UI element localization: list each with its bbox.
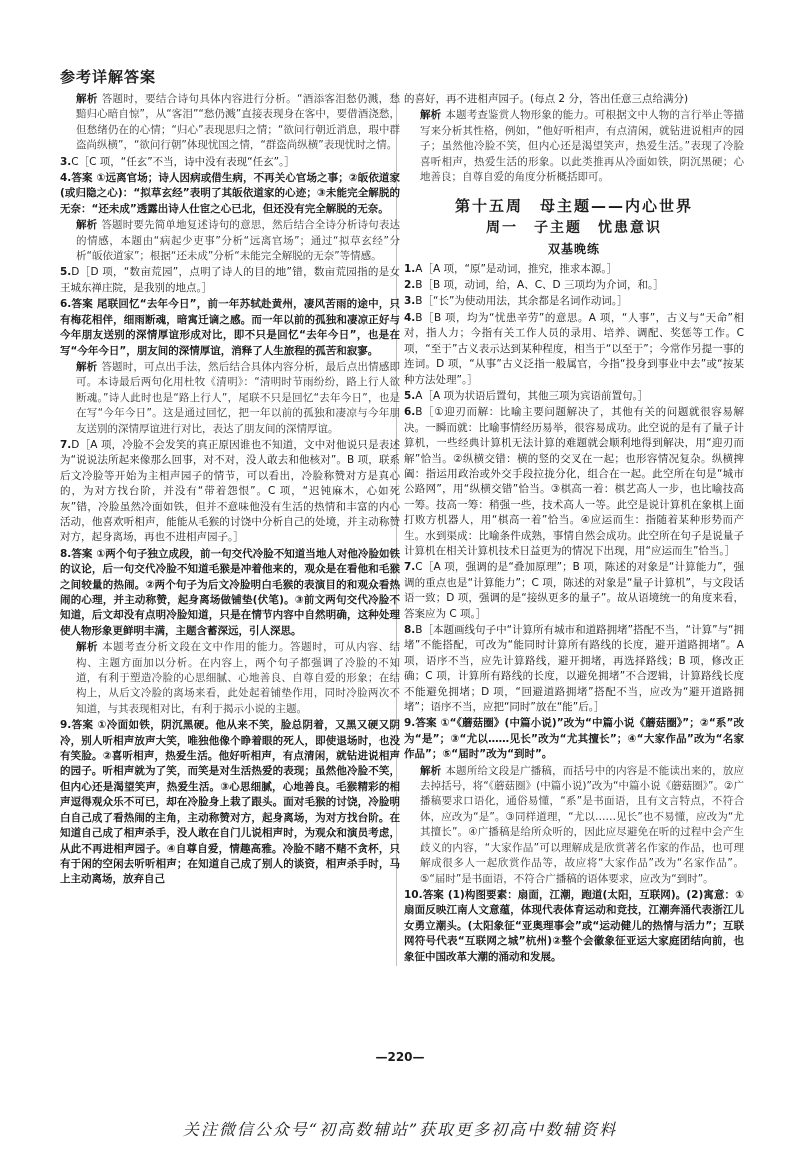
answer-item [60, 438, 400, 546]
item-number: 7. [60, 438, 72, 451]
item-number: 10. [404, 888, 423, 901]
item-text: 答题时，要结合诗句具体内容进行分析。“酒添客泪愁仍溅，愁黯归心暗自惊”，从“客泪”“愁仍溅”直接表现身在客中，要借酒浇愁，但愁绪仍在的心情；“归心”表现思归之情；“欲问行朝近消息，瑕中群盗尚纵横”，“欲问行朝”体现忧国之情，“群盗尚纵横”表现忧时之情。 [76, 93, 400, 152]
analysis-label: 解析 [76, 219, 98, 232]
answer-label: 答案 [415, 717, 437, 730]
page-title: 参考详解答案 [60, 68, 157, 86]
item-text: ①冷面如铁，阴沉黑硬。他从来不笑，脸总阴着，又黑又硬又阴冷，别人听相声放声大笑，唯独他像个睁着眼的死人，即使退场时，也没有笑脸。②喜听相声，热爱生活。他好听相声，有点清闲，就钻进说相声的园子。听相声就为了笑，而笑是对生活热爱的表现；虽然他冷脸不笑，但内心还是渴望笑声，热爱生活。③心思细腻，心地善良。毛猴精彩的相声逗得观众乐不可已，却在冷脸身上栽了跟头。面对毛猴的讨饶，冷脸明白自己成了看热闹的主角，主动称赞对方，起身离场，为对方找台阶。在知道自己成了相声杀手，没人敢在自门儿说相声时，为观众和演员考虑，从此不再进相声园子。④自尊自爱，情趣高雅。冷脸不睹不赌不贪杯，只有于闲的空闲去听听相声；在知道自己成了别人的谈资，相声杀手时，马上主动离场，放弃自己 [60, 719, 401, 886]
answer-item [60, 171, 400, 217]
item-text: 的喜好，再不进相声园子。(每点 2 分，答出任意三点给满分) [404, 93, 689, 105]
item-number: 9. [404, 717, 416, 730]
answer-item [404, 560, 744, 622]
item-text: ①“《蘑菇圈》(中篇小说)”改为“中篇小说《蘑菇圈》”；②“系”改为“是”；③“尤以……见长”改为“尤其擅长”；④“大家作品”改为“名家作品”；⑤“届时”改为“到时”。 [404, 717, 744, 761]
item-number: 4. [404, 311, 416, 324]
answer-label: 答案 [71, 719, 94, 732]
item-number: 8. [60, 547, 72, 560]
answer-item [404, 716, 744, 762]
section-heading: 第十五周 母主题——内心世界 [454, 197, 693, 216]
practice-heading: 双基晚练 [547, 242, 600, 257]
answer-item [404, 623, 744, 715]
item-text: B［本题画线句子中“计算所有城市和道路拥堵”搭配不当，“计算”与“拥堵”不能搭配，可改为“能同时计算所有路线的长度，避开道路拥堵”。A 项，语序不当，应先计算路线，避开拥堵，再选择路线；B 项，修改正确；C 项，计算所有路线的长度，以避免拥堵”不合逻辑，计算路线长度不能避免拥堵；D 项，“回避道路拥堵”搭配不当，应改为“避开道路拥堵”；语序不当，应把“同时”放在“能”后。］ [404, 624, 744, 714]
answer-label: 答案 [71, 547, 93, 560]
answer-item [404, 262, 744, 277]
answer-item [60, 718, 400, 887]
item-text: ①两个句子独立成段，前一句交代冷脸不知道当地人对他冷脸如铁的议论，后一句交代冷脸不知道毛猴是冲着他来的，观众是在看他和毛猴之间较量的热闹。②两个句子为后文冷脸明白毛猴的表演目的和观众看热闹的心理，并主动称赞，起身离场做铺垫(伏笔)。③前文两句交代冷脸不知道，后文却没有点明冷脸知道，只是在情节内容中自然明确，这种处理使人物形象更鲜明丰满，主题含蓄深远，引人深思。 [60, 547, 401, 637]
footer-note: 关注微信公众号“初高数辅站”获取更多初高中数辅资料 [182, 1120, 618, 1139]
answer-item [404, 294, 744, 309]
item-number: 6. [404, 406, 416, 419]
right-column [404, 92, 744, 966]
left-column [60, 92, 400, 889]
answer-item [404, 405, 744, 559]
item-text: B［B 项，均为“忧患辛劳”的意思。A 项，“人事”，古义与“天命”相对，指人力；今指有关工作人员的录用、培养、调配、奖惩等工作。C 项，“至于”古义表示达到某种程度，相当于“以至于”；今常作另提一事的连词。D 项，“从事”古义泛指一般属官，今指“投身到事业中去”或“按某种方法处理”。］ [404, 311, 744, 386]
item-number: 7. [404, 561, 416, 574]
item-number: 6. [60, 298, 72, 311]
item-text: A［A 项，“原”是动词，推究，推求本源。］ [415, 262, 618, 275]
item-number: 9. [60, 719, 72, 732]
subsection-heading: 周一 子主题 忧患意识 [486, 219, 662, 236]
item-text: D［A 项，冷脸不会发笑的真正原因谁也不知道，文中对他说只是表述为“说说法所起来像那么回事，对不对，没人敢去和他核对”。B 项，联系后文冷脸等开始为主相声园子的情节，可以看出，冷脸称赞对方是真心的，为对方找台阶，并没有“带着怨恨”。C 项，“迟钝麻木，心如死灰”错，冷脸虽然冷面如铁，但并不意味他没有生活的热情和丰富的内心活动，他喜欢听相声，能能从毛猴的讨饶中分析自己的处境，并主动称赞对方，起身离场，再也不进相声园子。］ [60, 438, 400, 544]
analysis-label: 解析 [76, 641, 99, 654]
explanation-paragraph [60, 640, 400, 717]
item-text: (1)构图要素：扇面，江潮，跑道(太阳，互联网)。(2)寓意：①扇面反映江南人文意蕴，体现代表体育运动和竞技，江潮奔涌代表浙江儿女勇立潮头。(太阳象征“亚奥理事会”或“运动健儿的热情与活力”；互联网符号代表“互联网之城”杭州)②整个会徽象征亚运大家庭团结向前，也象征中国改革大潮的涌动和发展。 [404, 888, 745, 963]
item-number: 4. [60, 172, 72, 185]
item-text: 答题时，可点出手法，然后结合具体内容分析，最后点出情感即可。本诗最后两句化用杜牧《清明》：“清明时节雨纷纷，路上行人欲断魂。”诗人此时也是“路上行人”，尾联不只是回忆“去年今日”，也是在写“今年今日”。这是通过回忆，把一年以前的孤独和凄凉与今年朋友送别的深情厚谊进行对比，表达了朋友间的深情厚谊。 [76, 360, 401, 435]
answer-label: 答案 [71, 298, 93, 311]
item-text: C［C 项，“任玄”不当，诗中没有表现“任玄”。］ [71, 155, 295, 168]
item-text: 尾联回忆“去年今日”，前一年苏轼赴黄州，凄风苦雨的途中，只有梅花相伴，细雨断魂，暗寓迁谪之感。而一年以前的孤独和凄凉正好与今年朋友送别的深情厚谊形成对比，即不只是回忆“去年今日”，也是在写“今年今日”，朋友间的深情厚谊，消释了人生旅程的孤苦和寂寥。 [60, 298, 400, 357]
item-text: B［B 项，动词，给，A、C、D 三项均为介词，和。］ [415, 279, 664, 292]
item-text: B［①迎刃而解：比喻主要问题解决了，其他有关的问题就很容易解决。一瞬而就：比喻事情经历易举，很容易成功。此空说的是有了量子计算机，一些经典计算机无法计算的难题就会顺利地得到解决，用“迎刃而解”恰当。②纵横交错：横的竖的交叉在一起；也形容情况复杂。纵横捭阖：指运用政治或外交手段拉拢分化，组合在一起。此空所在句是“城市公路网”，用“纵横交错”恰当。③棋高一着：棋艺高人一步，也比喻技高一筹。技高一筹：稍强一些，技术高人一等。此空是说计算机在象棋上面打败方机器人，用“棋高一着”恰当。④应运而生：指随着某种形势而产生。水到渠成：比喻条件成熟，事情自然会成功。此空所在句子是说量子计算机在相关计算机技术日益更为的情况下出现，用“应运而生”恰当。］ [404, 406, 744, 557]
explanation-paragraph [404, 92, 744, 107]
answer-item [404, 888, 744, 965]
answer-item [404, 311, 744, 388]
item-text: 答题时要先简单地复述诗句的意思，然后结合全诗分析诗句表达的情感，本题由“病起少吏事”分析“远离官场”；通过“拟草玄经”分析“皈依道家”；根据“还未成”分析“未能完全解脱的无奈”等情感。 [76, 219, 401, 263]
item-text: 本题考查分析文段在文中作用的能力。答题时，可从内容、结构、主题方面加以分析。在内容上，两个句子都强调了冷脸的不知道，有利于塑造冷脸的心思细腻、心地善良、自尊自爱的形象；在结构上，从后文冷脸的离场来看，此处起着铺垫作用，同时冷脸两次不知道，与其表现相对比，有利于揭示小说的主题。 [76, 641, 401, 715]
answer-item [60, 297, 400, 359]
explanation-paragraph [60, 218, 400, 264]
answer-item [60, 155, 400, 170]
explanation-paragraph [404, 108, 744, 185]
item-number: 3. [60, 155, 72, 168]
item-number: 5. [60, 266, 72, 279]
item-number: 1. [404, 262, 416, 275]
analysis-label: 解析 [420, 109, 442, 122]
answer-item [404, 278, 744, 293]
item-text: 本题所给文段是广播稿，而括号中的内容是不能读出来的，放应去掉括号，将“《蘑菇圈》(中篇小说)”改为“中篇小说《蘑菇圈》”。②广播稿要求口语化，通俗易懂，“系”是书面语，且有文言特点，不符合体，应改为“是”。③同样道理，“尤以……见长”也不易懂，应改为“尤其擅长”。④广播稿是给所众听的，因此应尽避免在听的过程中会产生歧义的内容，“大家作品”可以理解成是欣赏著名作家的作品，也可理解成很多人一起欣赏作品等，故应将“大家作品”改为“名家作品”。⑤“届时”是书面语，不符合广播稿的语体要求，应改为“到时”。 [420, 764, 745, 885]
item-number: 8. [404, 624, 416, 636]
page-number: —220— [375, 1050, 425, 1064]
item-number: 5. [404, 389, 416, 402]
item-text: 本题考查鉴赏人物形象的能力。可根据文中人物的言行举止等描写来分析其性格，例如，“他好听相声，有点清闲，就钻进说相声的园子；虽然他冷脸不笑，但内心还是渴望笑声，热爱生活。”表现了冷脸喜听相声，热爱生活的形象。以此类推再从冷面如铁，阴沉黑硬；心地善良；自尊自爱的角度分析概括即可。 [420, 109, 745, 184]
item-text: A［A 项为状语后置句，其他三项为宾语前置句。］ [415, 389, 649, 402]
item-number: 2. [404, 279, 416, 292]
explanation-paragraph [404, 764, 744, 887]
explanation-paragraph [60, 360, 400, 437]
analysis-label: 解析 [76, 360, 98, 373]
analysis-label: 解析 [76, 93, 98, 105]
answer-label: 答案 [422, 888, 444, 901]
item-text: C［A 项，强调的是“叠加原理”；B 项，陈述的对象是“计算能力”，强调的重点也是“计算能力”；C 项，陈述的对象是“量子计算机”，与文段话语一致；D 项，强调的是“接纵更多的量子”。故从语境统一的角度来看，答案应为 C 项。］ [404, 561, 744, 620]
item-number: 3. [404, 295, 416, 308]
answer-item [60, 547, 400, 639]
item-text: ①远离官场；诗人因病或借生病，不再关心官场之事；②皈依道家(或归隐之心)：“拟草玄经”表明了其皈依道家的心迹；③未能完全解脱的无奈：“还未成”透露出诗人仕宦之心已北，但还没有完全解脱的无奈。 [60, 172, 400, 215]
answer-label: 答案 [71, 172, 93, 185]
answer-item [60, 265, 400, 296]
item-text: B［“长”为使动用法，其余都是名词作动词。］ [415, 295, 628, 308]
item-text: D［D 项，“数亩荒园”，点明了诗人的目的地”错，数亩荒园指的是女王城东禅庄院，是我别的地点。］ [60, 266, 400, 294]
analysis-label: 解析 [420, 764, 442, 777]
answer-item [404, 389, 744, 404]
explanation-paragraph [60, 92, 400, 154]
